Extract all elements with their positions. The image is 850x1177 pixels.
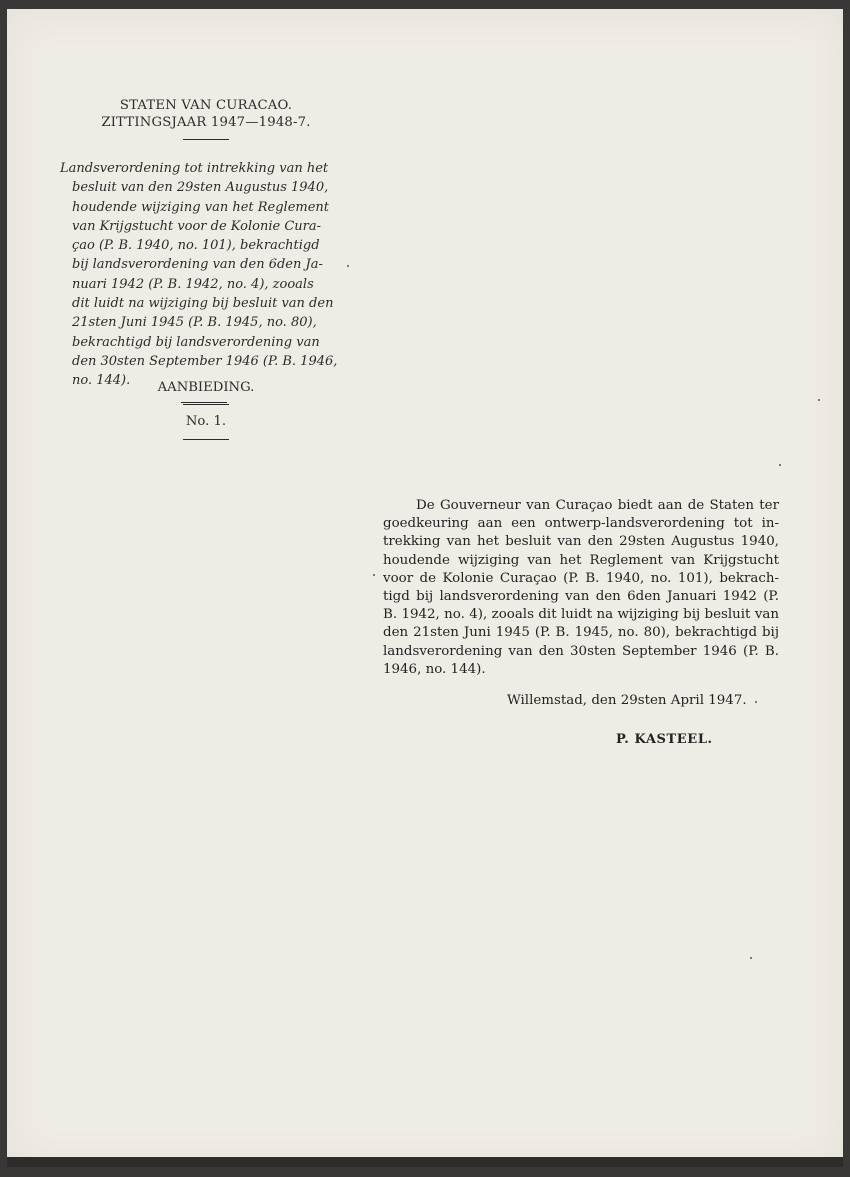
paper-speck: [779, 464, 781, 466]
ordinance-title: [60, 159, 348, 410]
title-line: van Krijgstucht voor de Kolonie Cura-: [72, 218, 322, 234]
header-line-1: STATEN VAN CURACAO.: [119, 98, 293, 113]
body-line: landsverordening van den 30sten September 1946 (P. B.: [383, 643, 779, 659]
title-line: nuari 1942 (P. B. 1942, no. 4), zooals: [72, 276, 314, 292]
document-page: [7, 9, 843, 1167]
title-line: dit luidt na wijziging bij besluit van den: [72, 296, 334, 312]
body-line: voor de Kolonie Curaçao (P. B. 1940, no. 101), bekrach-: [383, 570, 779, 586]
number-divider: [183, 439, 229, 440]
body-line: trekking van het besluit van den 29sten Augustus 1940,: [383, 534, 779, 550]
title-line: bij landsverordening van den 6den Ja-: [72, 257, 323, 273]
body-line: den 21sten Juni 1945 (P. B. 1945, no. 80), bekrachtigd bij: [383, 625, 779, 641]
number-label-text: No. 1.: [185, 414, 227, 429]
body-line: 1946, no. 144).: [383, 661, 486, 677]
paper-speck: [818, 399, 820, 401]
body-line: B. 1942, no. 4), zooals dit luidt na wijziging bij besluit van: [383, 607, 779, 623]
body-line: houdende wijziging van het Reglement van Krijgstucht: [383, 552, 779, 568]
section-label-text: AANBIEDING.: [157, 380, 255, 395]
number-label: [73, 413, 339, 447]
body-line: goedkeuring aan een ontwerp-landsverordening tot in-: [383, 516, 779, 532]
title-line: den 30sten September 1946 (P. B. 1946,: [72, 353, 338, 369]
scan-border: [7, 1157, 843, 1167]
header-divider: [183, 139, 229, 140]
section-label: [73, 379, 339, 412]
paper-speck: [755, 701, 757, 703]
document-header: [73, 97, 339, 148]
paper-speck: [750, 957, 752, 959]
header-line-2: ZITTINGSJAAR 1947—1948-7.: [101, 115, 311, 130]
title-line: no. 144).: [72, 373, 131, 389]
title-line: çao (P. B. 1940, no. 101), bekrachtigd: [72, 238, 320, 254]
paper-speck: [347, 265, 349, 267]
signature: P. KASTEEL.: [616, 732, 713, 747]
section-divider: [183, 404, 229, 405]
paper-speck: [373, 574, 375, 576]
title-line: Landsverordening tot intrekking van het: [60, 161, 329, 176]
body-paragraph: [383, 497, 779, 679]
body-line: tigd bij landsverordening van den 6den Januari 1942 (P.: [383, 589, 779, 605]
body-line: De Gouverneur van Curaçao biedt aan de Staten ter: [416, 498, 779, 513]
title-line: besluit van den 29sten Augustus 1940,: [72, 180, 329, 196]
place-date: Willemstad, den 29sten April 1947.: [507, 693, 747, 708]
title-line: bekrachtigd bij landsverordening van: [72, 334, 320, 350]
title-line: houdende wijziging van het Reglement: [72, 199, 330, 215]
title-line: 21sten Juni 1945 (P. B. 1945, no. 80),: [72, 315, 317, 331]
